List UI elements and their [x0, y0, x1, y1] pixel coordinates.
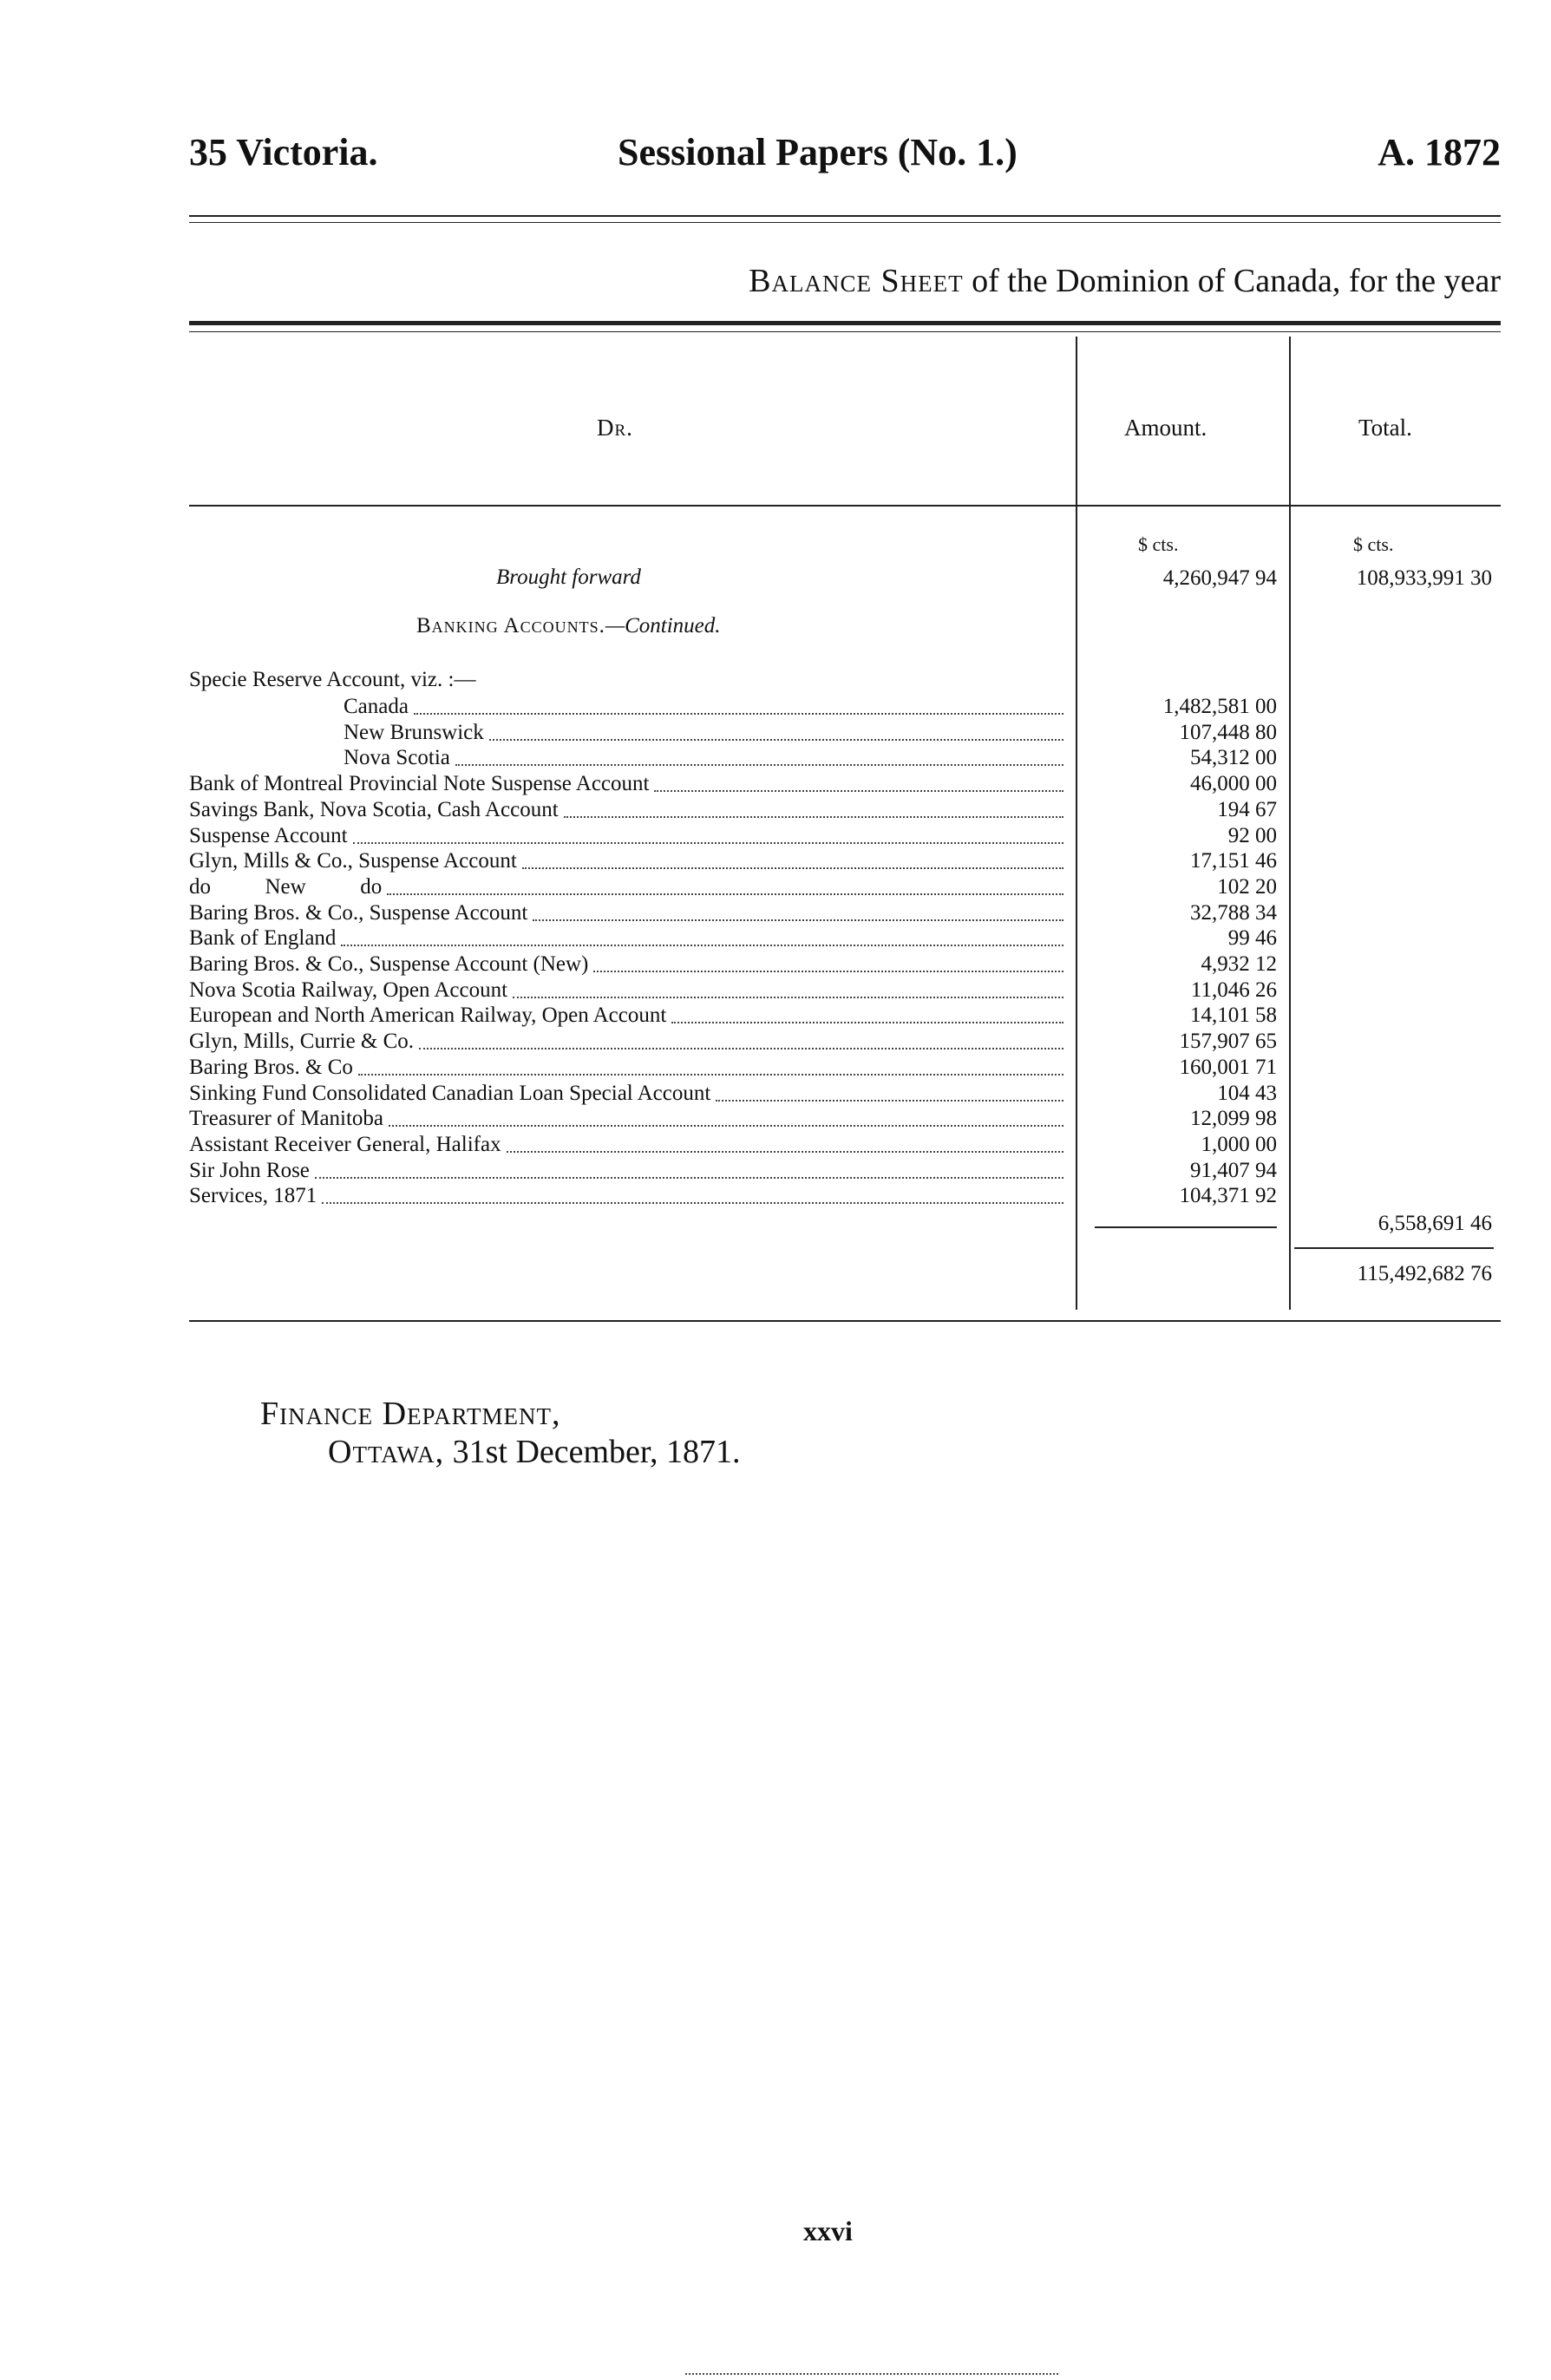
ledger-row-label: [189, 1106, 1069, 1132]
page-number: xxvi: [803, 2215, 853, 2246]
dot-leader: [564, 816, 1063, 818]
ledger-row-amount: 4,932 12: [1201, 952, 1277, 976]
ledger-row-label: [189, 1055, 1069, 1081]
brought-forward-total: 108,933,991 30: [1356, 566, 1492, 590]
ledger-row-amount: 17,151 46: [1190, 849, 1277, 873]
ledger-row-amount: 104 43: [1217, 1082, 1277, 1105]
ledger-row-text: Savings Bank, Nova Scotia, Cash Account: [189, 798, 559, 821]
specie-heading: Specie Reserve Account, viz. :—: [189, 668, 476, 691]
dot-leader: [389, 1125, 1063, 1127]
header-rule: [189, 215, 1501, 217]
ledger-row-label: [189, 1132, 1069, 1158]
ledger-row-amount: 107,448 80: [1179, 721, 1277, 744]
ledger-row-label: [344, 694, 1069, 720]
brought-forward-label: Brought forward: [496, 566, 641, 589]
ledger-row-label: [189, 874, 1069, 900]
ledger-row-amount: 11,046 26: [1190, 978, 1277, 1002]
header-rule-thin: [189, 222, 1501, 223]
dot-leader: [716, 1100, 1063, 1102]
column-header-total: Total.: [1358, 415, 1412, 441]
ledger-row-label: [189, 1003, 1069, 1029]
dot-leader: [341, 945, 1063, 946]
dot-leader: [513, 997, 1063, 998]
column-divider-amount: [1076, 337, 1077, 1310]
ledger-row-label: [189, 925, 1069, 951]
amount-units: $ cts.: [1138, 533, 1179, 555]
ledger-row-text: Canada: [344, 695, 409, 718]
ledger-row-label: [189, 1183, 1069, 1209]
ledger-row-text: Bank of Montreal Provincial Note Suspense Account: [189, 772, 650, 795]
dot-leader: [593, 971, 1063, 972]
ledger-row-amount: 160,001 71: [1179, 1056, 1277, 1079]
ledger-row-text: New Brunswick: [344, 721, 484, 744]
ledger-row-amount: 1,000 00: [1201, 1133, 1277, 1156]
ledger-row-label: [189, 1029, 1069, 1055]
dot-leader: [489, 739, 1063, 741]
ledger-row-text: Glyn, Mills, Currie & Co.: [189, 1030, 415, 1053]
ledger-row-label: [189, 951, 1069, 978]
page-title: [749, 262, 1501, 300]
footer-place: Ottawa,: [328, 1434, 445, 1470]
ledger-row-text: Treasurer of Manitoba: [189, 1107, 384, 1130]
ledger-row-text: Bank of England: [189, 926, 337, 950]
dot-leader: [654, 790, 1063, 792]
header-right: A. 1872: [1378, 131, 1501, 173]
dot-leader: [455, 764, 1063, 766]
ledger-row-amount: 99 46: [1227, 926, 1277, 950]
section-heading: [416, 614, 721, 638]
dot-leader: [419, 1048, 1063, 1049]
ledger-row-amount: 104,371 92: [1179, 1184, 1277, 1207]
ledger-row-text: Sinking Fund Consolidated Canadian Loan Special Account: [189, 1082, 711, 1105]
dot-leader: [358, 1074, 1063, 1076]
title-rule-thick: [189, 321, 1501, 325]
ledger-row-label: [189, 1158, 1069, 1184]
ledger-row-amount: 32,788 34: [1190, 901, 1277, 925]
ledger-row-text: Glyn, Mills & Co., Suspense Account: [189, 849, 517, 873]
dot-leader: [387, 893, 1063, 895]
subtotal-value: 6,558,691 46: [1378, 1212, 1492, 1235]
dot-leader: [315, 1177, 1063, 1179]
total-sum-rule: [1294, 1247, 1494, 1249]
ledger-row-label: [189, 823, 1069, 849]
ledger-row-amount: 12,099 98: [1190, 1107, 1277, 1130]
brought-forward-amount: 4,260,947 94: [1162, 566, 1277, 590]
dot-leader: [353, 842, 1063, 844]
ledger-row-amount: 92 00: [1227, 824, 1277, 847]
column-header-amount: Amount.: [1124, 415, 1207, 441]
column-header-rule: [189, 505, 1501, 507]
ledger-row-text: Baring Bros. & Co: [189, 1056, 353, 1079]
dot-leader: [671, 1022, 1063, 1023]
footer-date: 31st December, 1871.: [452, 1434, 741, 1470]
header-center: Sessional Papers (No. 1.): [618, 131, 1018, 173]
ledger-row-label: [189, 900, 1069, 926]
ledger-row-text: Nova Scotia: [344, 746, 450, 769]
ledger-row-label: [344, 745, 1069, 771]
ledger-row-text: European and North American Railway, Open Account: [189, 1004, 667, 1027]
section-heading-caps: Banking Accounts.: [416, 614, 605, 638]
table-bottom-rule: [189, 1320, 1501, 1322]
ledger-row-text: Suspense Account: [189, 824, 348, 847]
total-units: $ cts.: [1353, 533, 1394, 555]
column-divider-total: [1289, 337, 1291, 1310]
ledger-row-amount: 102 20: [1217, 875, 1277, 899]
dot-leader: [414, 713, 1063, 715]
ledger-row-text: Services, 1871: [189, 1184, 317, 1207]
column-header-dr: Dr.: [597, 415, 633, 441]
ledger-row-amount: 46,000 00: [1190, 772, 1277, 795]
ledger-row-amount: 157,907 65: [1179, 1030, 1277, 1053]
ledger-row-label: [189, 1081, 1069, 1107]
footer-department: Finance Department,: [260, 1396, 561, 1432]
title-rest: of the Dominion of Canada, for the year: [972, 263, 1501, 299]
ledger-row-amount: 14,101 58: [1190, 1004, 1277, 1027]
ledger-row-label: [189, 797, 1069, 823]
ledger-row-amount: 91,407 94: [1190, 1159, 1277, 1182]
ledger-row-label: [189, 771, 1069, 797]
ledger-row-label: [189, 978, 1069, 1004]
header-left: 35 Victoria.: [189, 131, 378, 173]
ledger-row-label: [344, 720, 1069, 746]
ledger-row-text: Baring Bros. & Co., Suspense Account: [189, 901, 528, 925]
ledger-row-text: Assistant Receiver General, Halifax: [189, 1133, 501, 1156]
ledger-row-text: do New do: [189, 875, 383, 899]
ledger-row-label: [189, 848, 1069, 874]
ledger-row-text: Baring Bros. & Co., Suspense Account (New): [189, 952, 589, 976]
section-heading-italic: —Continued.: [605, 614, 721, 638]
footer-place-date: [328, 1433, 741, 1471]
ledger-row-amount: 54,312 00: [1190, 746, 1277, 769]
title-caps: Balance Sheet: [749, 263, 964, 299]
amount-sum-rule: [1095, 1226, 1277, 1228]
dot-leader: [522, 867, 1063, 869]
ledger-row-amount: 194 67: [1217, 798, 1277, 821]
dot-leader: [322, 1202, 1063, 1204]
grand-total-value: 115,492,682 76: [1357, 1262, 1492, 1285]
ledger-row-amount: 1,482,581 00: [1162, 695, 1277, 718]
ledger-row-text: Sir John Rose: [189, 1159, 310, 1182]
title-rule-thin: [189, 331, 1501, 332]
dot-leader: [507, 1151, 1063, 1153]
ledger-row-text: Nova Scotia Railway, Open Account: [189, 978, 508, 1002]
dot-leader: [533, 919, 1063, 921]
